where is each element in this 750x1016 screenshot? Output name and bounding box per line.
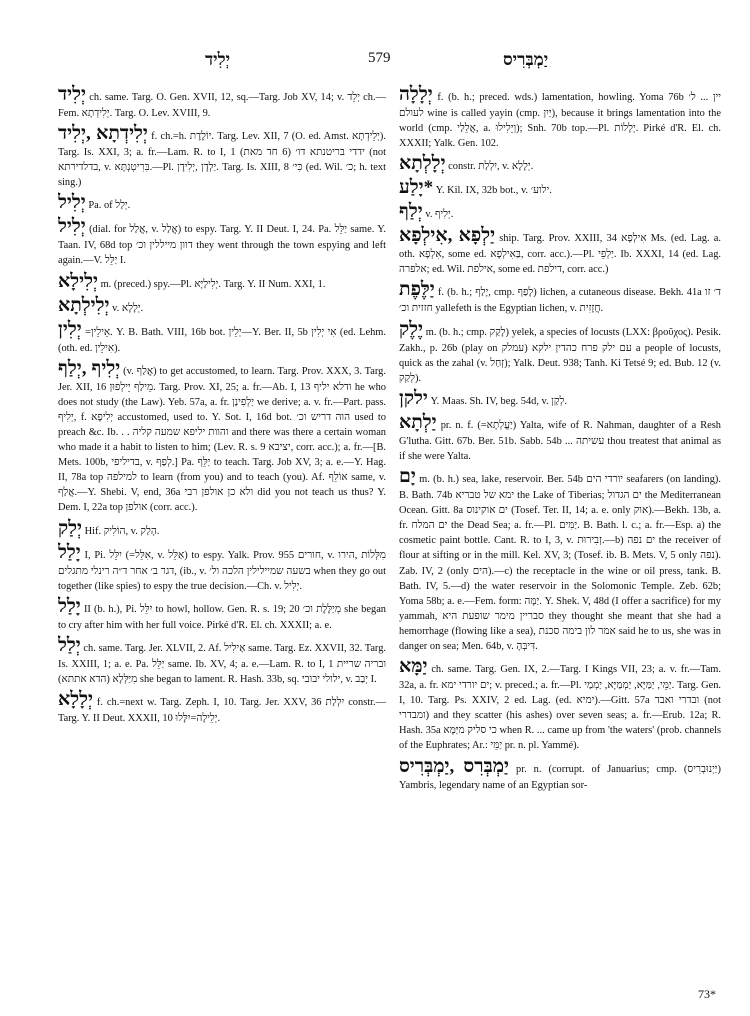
dictionary-entry <box>399 412 721 464</box>
dictionary-entry <box>58 216 386 268</box>
dictionary-entry <box>399 319 721 386</box>
entry-headword: יֶלֶק <box>399 318 424 340</box>
dictionary-entry <box>399 225 721 277</box>
entry-headword: יָלַל <box>58 541 81 563</box>
page-number: 579 <box>368 50 391 66</box>
entry-headword: יְלִין <box>58 318 82 340</box>
entry-definition: m. (b. h.; cmp. לָקַק) yelek, a species of locusts (LXX: βροῦχος). Pesik. Zakh., p. 26b (play on עמלק) עם ילק פרח כהדין ילקא a people of locusts, quick as the zahal (v. זְחַל); Yalk. Deut. 938; Tanh. Ki Tetsé 9; ed. Bub. 12 (v. לְקַק). <box>399 326 721 384</box>
dictionary-entry <box>399 201 721 223</box>
header-left-headword: יְלִיד <box>205 50 231 69</box>
entry-definition: Y. Kil. IX, 32b bot., v. ילוע׳. <box>435 185 552 197</box>
entry-headword: יְלִידְתָא ,יְלִיד <box>58 123 148 145</box>
entry-definition: ch. same. Targ. Gen. IX, 2.—Targ. I Kings VII, 23; a. v. fr.—Tam. 32a, a. fr. ים יורדי ימא; v. preced.; a. fr.—Pl. יַמֵּי, יַמַּיָּא, יַמְמַיָּא, יַמְמַי. Targ. Gen. I, 10. Targ. Ps. XXIV, 2 ed. Lag. (ed. ימיא).—Gitt. 57a ובדרי ואבד (not ומבדרי) and they scatter (his ashes) over seven seas; a. fr.—Erub. 12a; R. Hash. 35a כי סליק מיַּמָּא when R. ... came up from 'the waters' (prob. channels of the Euphrates; Ar.: יַמֵּי pr. n. pl. Yammé). <box>399 664 721 752</box>
dictionary-entry <box>58 635 386 687</box>
dictionary-entry <box>58 518 386 540</box>
entry-headword: יְלִיל <box>58 192 86 214</box>
entry-definition: I, Pi. יִלֵּל (=אִלֵּל, v. אַלֵּל) to espy. Yalk. Prov. 955 חורים, v. מִלְּלוֹת ,הירו ,דגר ב׳ אחר ד״ה רינלי מתגלים (ib., v. בשעה שמיילילין הלכה ול׳ when they go out together (like spies) to espy the true decision.—Ch. v. יְלִיל. <box>58 549 386 592</box>
entry-headword: יַמָּא <box>399 656 428 678</box>
entry-headword: יַלְפָא ,אִילְפָא <box>399 225 496 247</box>
entry-headword: יְלִיל <box>58 216 86 238</box>
dictionary-entry <box>58 271 386 293</box>
entry-definition: pr. n. (corrupt. of Januarius; cmp. (יַיְנוּבְרִיס) Yambris, legendary name of an Egyptian sor- <box>399 763 721 791</box>
entry-headword: יְלִיד <box>58 84 86 105</box>
dictionary-entry <box>58 295 386 317</box>
dictionary-entry <box>58 596 386 633</box>
entry-headword: יְלִיף ,יְלַף <box>58 357 121 379</box>
entry-definition: v. יְלִיף. <box>425 209 454 221</box>
signature-mark: 73* <box>698 987 716 1001</box>
entry-definition: (v. אֲלַף) to get accustomed, to learn. Targ. Prov. XXX, 3. Targ. Jer. XII, 16 מֵילַף יֵילְפוּן. Targ. Prov. XI, 25; a. fr.—Ab. I, 13 ודלא יליף he who does not study (the Law). Yeb. 57a, a. fr. יַלְפִינַן we derive; a. v. fr.—Part. pass. יְלִיף, f. יְלִיפָא accustomed, used to. Y. Sot. I, 16d bot. הוה דריש וכ׳ used to preach &c. Ib. . . והוות יליפא שמעה קליה and there was there a certain woman who made it a habit to listen to him; (Lev. R. s. 9 יציבא, corr. acc.); a. fr.—[B. Mets. 100b, בדיליפי, v. לְפַף.] Pa. יַלֵּף to teach. Targ. Job XV, 3; a. e.—Y. Hag. II, 78a top למילפה to learn (from you) and to teach (you). Af. אוֹלֵף same, v. אֲלַף.—Y. Shebi. V, end, 36a ולא כן אולפן רבי did you not teach us thus? Y. Dem. I, 22a top אולפן (corr. acc.). <box>58 365 386 514</box>
entry-definition: ch. same. Targ. O. Gen. XVII, 12, sq.—Targ. Job XV, 14; v. יְלֵד ch.—Fem. יְלִידְתָא. Targ. O. Lev. XVIII, 9. <box>58 92 386 119</box>
entry-definition: pr. n. f. (=יַעֲלְתָא) Yalta, wife of R. Nahman, daughter of a Resh G'lutha. Gitt. 67b. Ber. 51b. Sabb. 54b ... עשיתה thou treatest that animal as if she were Yalta. <box>399 419 721 462</box>
entry-headword: יְלַק <box>58 517 83 539</box>
entry-headword: יַלֶּפֶת <box>399 279 435 301</box>
entry-headword: יְלַף <box>399 201 423 223</box>
entry-headword: יְלָלָה <box>399 84 433 105</box>
entry-definition: II (b. h.), Pi. יִלֵּל to howl, hollow. Gen. R. s. 19; 20 מְיַלֶּלֶת וכ׳ she began to cry after him with her full voice. Pirké d'R. El. ch. XXXII; a. e. <box>58 603 386 631</box>
entry-headword: יַלְתָא <box>399 411 437 433</box>
running-header <box>0 50 750 76</box>
entry-definition: f. (b. h.; יָלַף, cmp. לָפַף) lichen, a cutaneous disease. Bekh. 41a ד׳ זו חזזית וכ׳ yallefeth is the Egyptian lichen, v. חֲזָזִית. <box>399 287 721 315</box>
entry-headword: יְלִילְתָא <box>58 294 110 316</box>
left-column <box>58 84 386 984</box>
dictionary-entry <box>399 84 721 151</box>
entry-definition: m. (b. h.) sea, lake, reservoir. Ber. 54b יורדי הים seafarers (on landing). B. Bath. 74b ימא של טבריא the Lake of Tiberias; ים הגדול the Mediterranean Ocean. Gitt. 8a ים אוקינוס (Tosef. Ter. II, 14; a. e. only אוק).—Bekh. 13b, a. fr. ים המלח the Dead Sea; a. fr.—Pl. יַמִּים. B. Bath. l. c.; a. fr.—Esp. a) the cosmetic paint bottle. Cant. R. to I, 3, v. זְבִירוּת.—b) ים נפה the receiver of flour at sifting or in the mill. Kel. XV, 3; (Tosef. ib. B. Mets. V, 5 only נפה). Zab. IV, 2 (only הים).—c) the receptacle in the wine or oil press, tank. B. Bath. IV, 5.—d) the water reservoir in the Solomonic Temple. Zeb. 62b; Yoma 58b; a. e.—Fem. form: יַמָּה. Y. Shek. V, 48d (I offer a sacrifice) for my yammah, סבריין מימר שופעת היא they thought she meant that she had a hemorrhage (flowing like a sea), אמר לון בימה סכנת said he to us, she was in danger on sea; Men. 64b, v. דִּיבְּהָ. <box>399 474 721 652</box>
dictionary-entry <box>58 84 386 121</box>
entry-headword: יַמְבְּרִס ,יַמְבְּרִיס <box>399 755 509 777</box>
entry-definition: Y. Maas. Sh. IV, beg. 54d, v. לְקַן. <box>430 395 567 407</box>
entry-headword: יָלַל <box>58 595 81 617</box>
entry-headword: יְלָלְתָא <box>399 153 446 175</box>
entry-headword: יָם <box>399 466 416 488</box>
header-right-headword: יַמְבְּרִיס <box>503 50 549 69</box>
dictionary-entry <box>58 319 386 356</box>
entry-definition: Pa. of יְלַל. <box>88 200 131 212</box>
entry-definition: m. (preced.) spy.—Pl. יְלִילַיָּא. Targ. Y. II Num. XXI, 1. <box>100 278 326 290</box>
entry-definition: (dial. for אֲלַל, v. אֲלַל) to espy. Targ. Y. II Deut. I, 24. Pa. יַלֵּל same. Y. Taan. IV, 68d top דוון מייללין וכ׳ they went through the town espying and left again.—V. יַלֵּל I. <box>58 224 386 267</box>
entry-definition: constr. יִלְלַת, v. יְלָלָא. <box>448 161 534 173</box>
dictionary-entry <box>399 177 721 199</box>
dictionary-entry <box>58 123 386 190</box>
entry-headword: יְלָלָא <box>58 688 93 710</box>
dictionary-entry <box>58 542 386 594</box>
entry-definition: ch. same. Targ. Jer. XLVII, 2. Af. אַילִיל same. Targ. Ez. XXVII, 32. Targ. Is. XXIII, 1; a. e. Pa. יַלֵּל same. Ib. XV, 4; a. e.—Lam. R. to I, 1 ובריה שריית מִיַּלְּלָא (הדא אתתא) she began to lament. R. Hash. 33b, sq. ילולי יבובי, v. יְבַב I. <box>58 642 386 685</box>
dictionary-entry <box>399 388 721 410</box>
entry-definition: f. (b. h.; preced. wds.) lamentation, howling. Yoma 76b יין ... ל׳ לעולם wine is called yayin (cmp. יַיִן), because it brings lamentation into the world (cmp. אֲלֵלַי, a. וְיֵלִילוּ); Snh. 70b top.—Pl. יְלָלוֹת. Pirké d'R. El. ch. XXXII; Yalk. Gen. 102. <box>399 92 721 150</box>
dictionary-entry <box>58 358 386 516</box>
entry-definition: v. יְלָלָא. <box>112 302 144 314</box>
dictionary-entry <box>58 689 386 726</box>
entry-definition: f. ch.=h. יוֹלֶדֶת. Targ. Lev. XII, 7 (O. ed. Amst. יְלֵידְתָא). Targ. Is. XXI, 3; a. fr.—Lam. R. to I, 1 ידדי בריטנתא דו׳ (6 חד מאת) (not בדלדירתא, v. בִּרִיטְנְתָּא.—Pl. יַלְדָן ,יְלִידָן. Targ. Is. XIII, 8 כִּי׳ (ed. Wil. כ׳; h. text sing.) <box>58 131 386 189</box>
entry-headword: יְלַל <box>58 634 81 656</box>
dictionary-entry <box>399 656 721 753</box>
dictionary-entry <box>399 153 721 175</box>
entry-headword: יְלִילָא <box>58 270 98 292</box>
entry-definition: ship. Targ. Prov. XXIII, 34 אִילְפָא Ms. (ed. Lag. a. oth. אִלְפָא, some ed. בַּאִילְפָא, corr. acc.).—Pl. יַלְפֵי. Ib. XXXI, 14 (ed. Lag. אלפרה; ed. Wil. אילפת, some ed. דילפת, corr. acc.) <box>399 233 721 276</box>
entry-headword: ילקן <box>399 387 428 409</box>
dictionary-entry <box>399 279 721 316</box>
entry-headword: *יָלַע <box>399 177 434 199</box>
dictionary-entry <box>58 192 386 214</box>
dictionary-entry <box>399 466 721 654</box>
entry-definition: f. ch.=next w. Targ. Zeph. I, 10. Targ. Jer. XXV, 36 יִלְלַת constr.—Targ. Y. II Deut. XXXII, 10 יְלֵילָה=יִלָּלוּ. <box>58 696 386 724</box>
right-column <box>399 84 721 984</box>
entry-definition: =אֵילֵין. Y. B. Bath. VIII, 16b bot. יְלֵין—Y. Ber. II, 5b אִי יְלִין (ed. Lehm. (oth. ed. אִילֵין). <box>58 326 386 354</box>
dictionary-entry <box>399 756 721 793</box>
entry-definition: Hif. הוֹלִיק, v. הָלַק. <box>84 525 160 537</box>
